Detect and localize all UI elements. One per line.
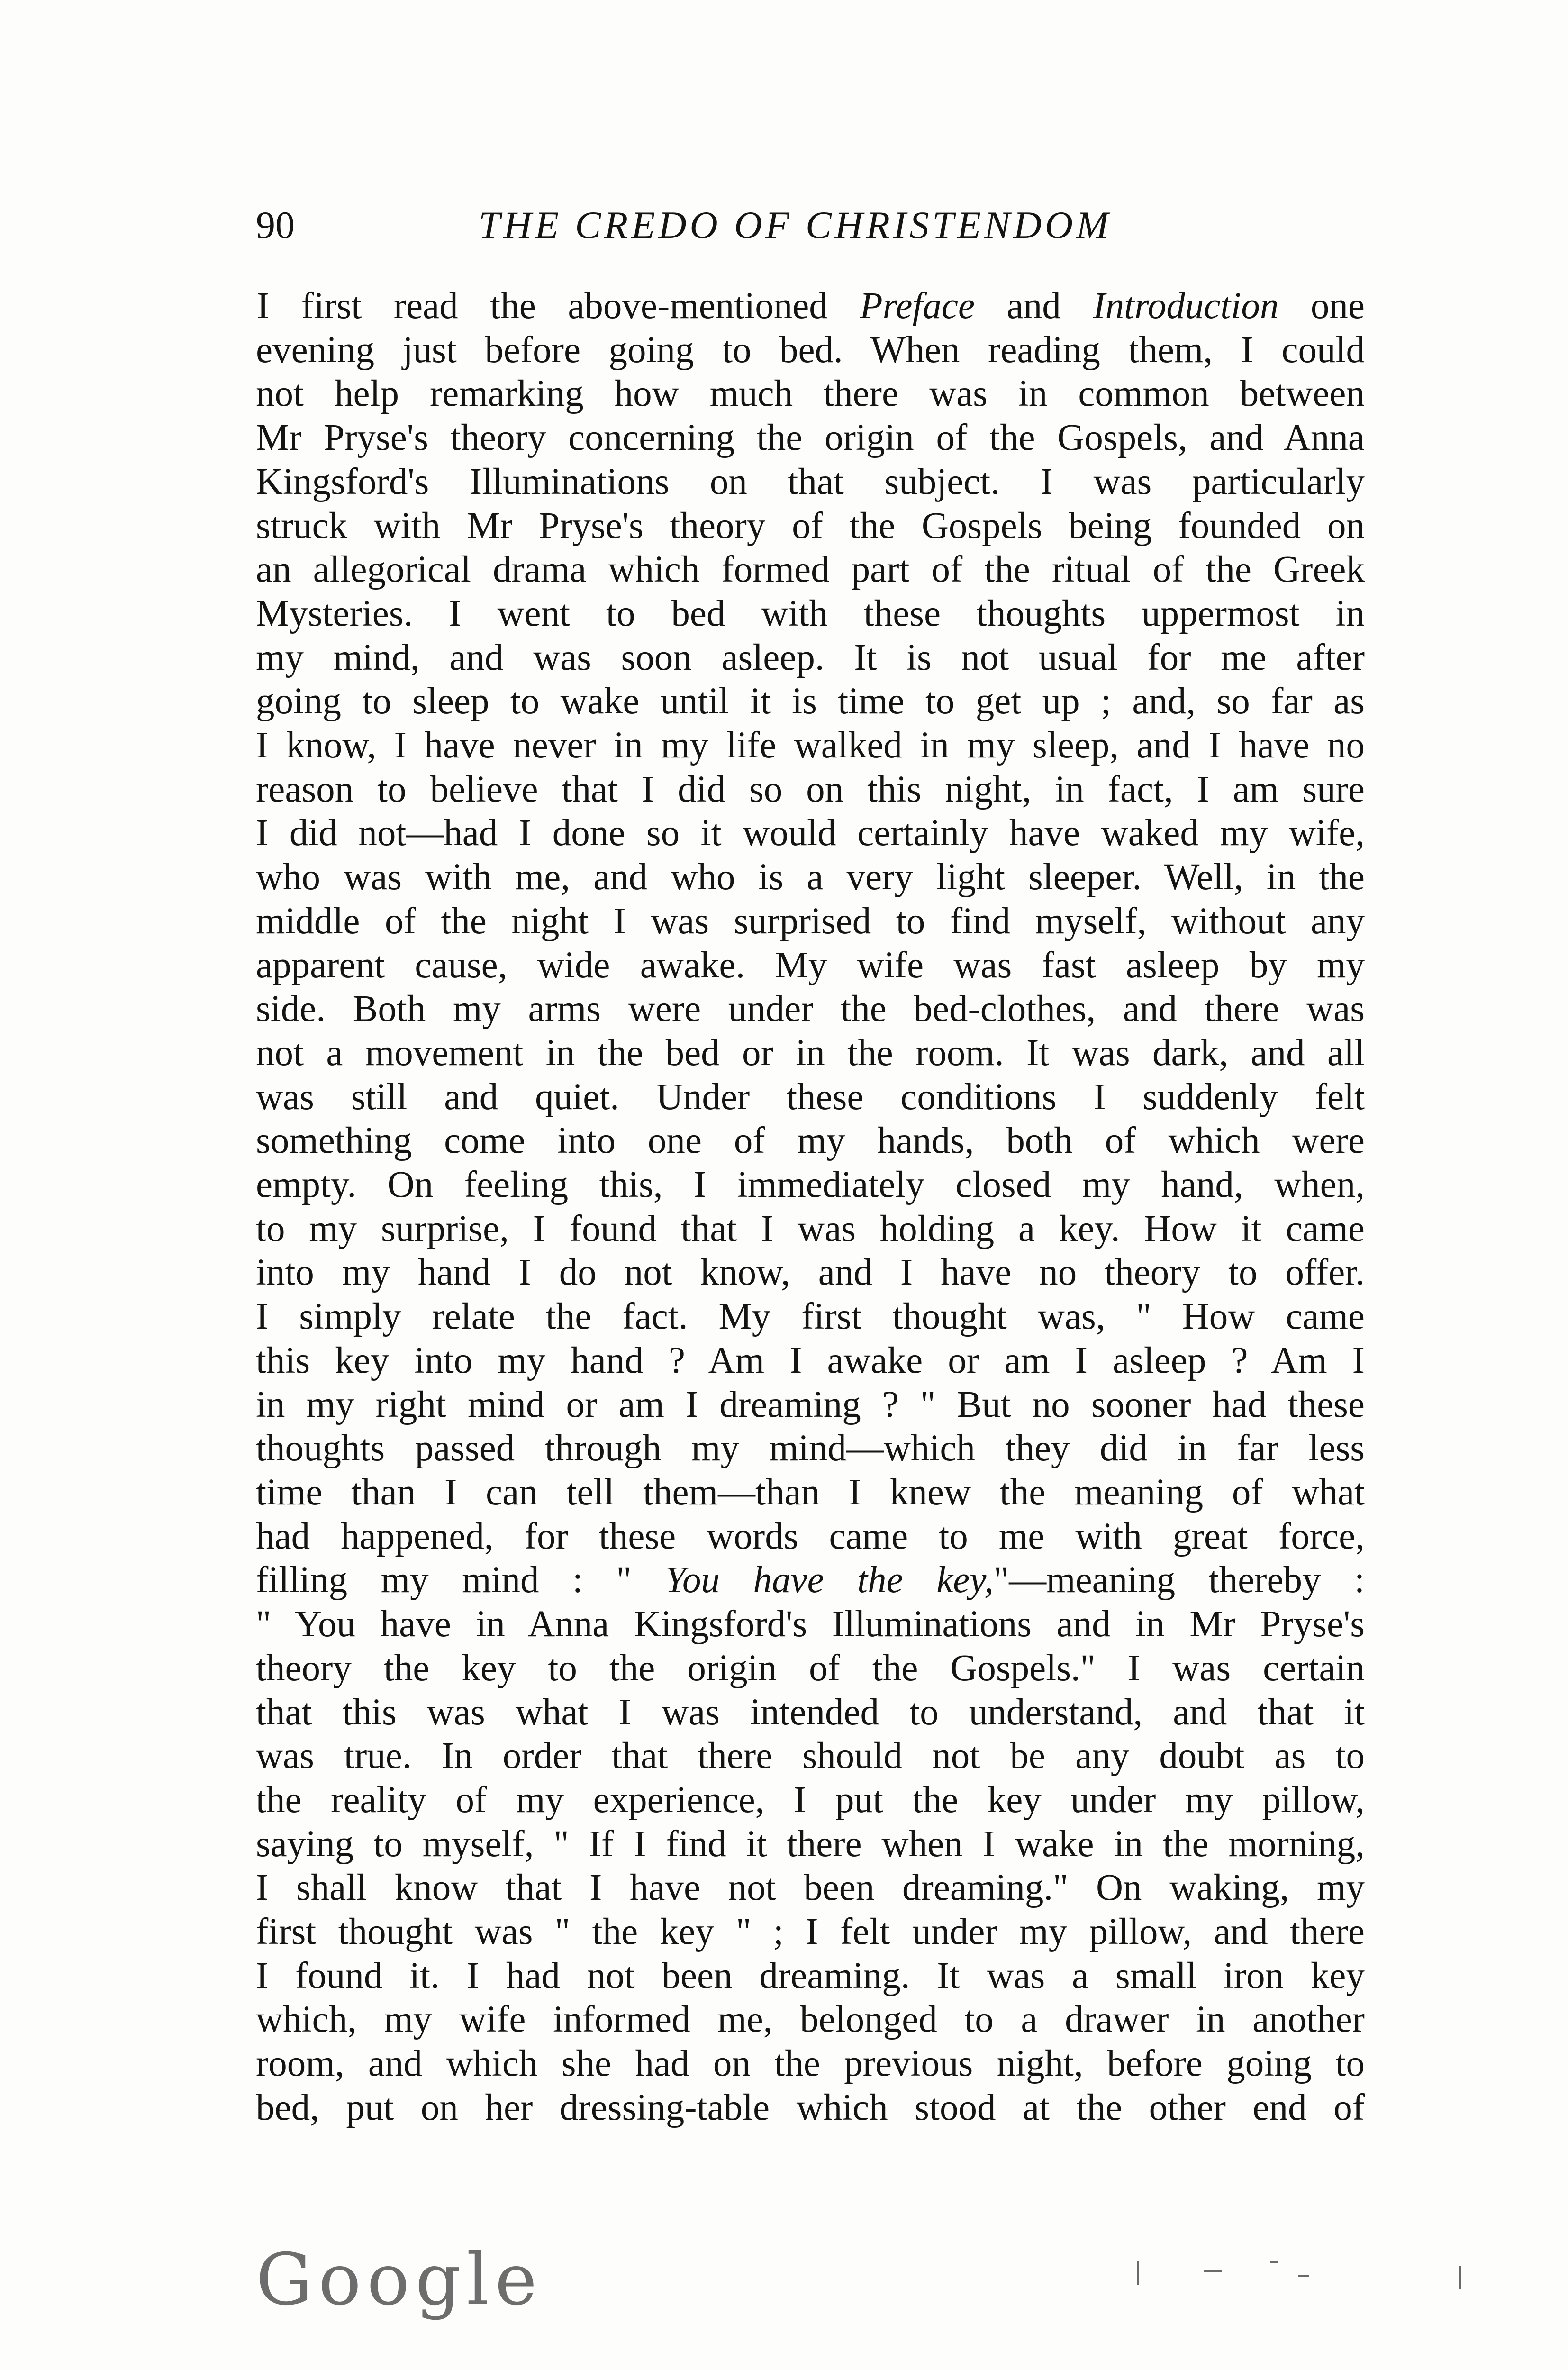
- text-line: Mr Pryse's theory concerning the origin of the Gospels, and Anna: [256, 417, 1365, 459]
- text-line: evening just before going to bed. When reading them, I could: [256, 329, 1365, 371]
- text-line: was still and quiet. Under these conditions I suddenly felt: [256, 1076, 1365, 1118]
- google-watermark: Google: [256, 2239, 543, 2321]
- text-line: going to sleep to wake until it is time to get up ; and, so far as: [256, 681, 1365, 722]
- text-line: reason to believe that I did so on this night, in fact, I am sure: [256, 768, 1365, 810]
- text-line: I simply relate the fact. My first thought was, " How came: [256, 1296, 1365, 1338]
- text-line: theory the key to the origin of the Gospels." I was certain: [256, 1647, 1365, 1689]
- text-line: saying to myself, " If I find it there when I wake in the morning,: [256, 1823, 1365, 1865]
- text-line: I know, I have never in my life walked in my sleep, and I have no: [256, 725, 1365, 766]
- body-paragraph: [256, 284, 1365, 2130]
- text-line: I did not—had I done so it would certainly have waked my wife,: [256, 812, 1365, 854]
- text-line: in my right mind or am I dreaming ? " But no sooner had these: [256, 1384, 1365, 1425]
- text-line: to my surprise, I found that I was holding a key. How it came: [256, 1208, 1365, 1249]
- text-line: thoughts passed through my mind—which they did in far less: [256, 1428, 1365, 1469]
- text-line: my mind, and was soon asleep. It is not usual for me after: [256, 637, 1365, 678]
- text-line: time than I can tell them—than I knew the meaning of what: [256, 1471, 1365, 1513]
- text-line: into my hand I do not know, and I have no theory to offer.: [256, 1252, 1365, 1294]
- text-line: was true. In order that there should not be any doubt as to: [256, 1735, 1365, 1777]
- text-line: had happened, for these words came to me with great force,: [256, 1515, 1365, 1557]
- scan-mark: [1204, 2270, 1222, 2272]
- text-line: I first read the above-mentioned Preface and Introduction one: [257, 285, 1365, 327]
- text-line: middle of the night I was surprised to find myself, without any: [256, 900, 1365, 942]
- scan-mark: [1270, 2261, 1278, 2263]
- text-line: that this was what I was intended to understand, and that it: [256, 1691, 1365, 1733]
- text-line: side. Both my arms were under the bed-clothes, and there was: [256, 988, 1365, 1030]
- text-line: not a movement in the bed or in the room. It was dark, and all: [256, 1032, 1365, 1074]
- scan-mark: [1137, 2261, 1139, 2285]
- text-line: the reality of my experience, I put the key under my pillow,: [256, 1779, 1365, 1821]
- text-line: empty. On feeling this, I immediately closed my hand, when,: [256, 1164, 1365, 1206]
- text-line: who was with me, and who is a very light sleeper. Well, in the: [256, 857, 1365, 898]
- scan-mark: [1459, 2266, 1461, 2289]
- text-line: bed, put on her dressing-table which stood at the other end of: [256, 2087, 1365, 2128]
- text-line: I shall know that I have not been dreaming." On waking, my: [256, 1867, 1365, 1909]
- text-line: an allegorical drama which formed part of the ritual of the Greek: [256, 549, 1365, 591]
- text-line: Mysteries. I went to bed with these thoughts uppermost in: [256, 592, 1365, 634]
- running-head: [256, 199, 1365, 251]
- running-title: THE CREDO OF CHRISTENDOM: [479, 203, 1112, 246]
- text-line: struck with Mr Pryse's theory of the Gospels being founded on: [256, 505, 1365, 547]
- text-line: apparent cause, wide awake. My wife was fast asleep by my: [256, 944, 1365, 986]
- text-line: this key into my hand ? Am I awake or am I asleep ? Am I: [256, 1340, 1365, 1381]
- scan-footer: [0, 2228, 1568, 2342]
- text-line: first thought was " the key " ; I felt under my pillow, and there: [256, 1911, 1365, 1953]
- text-line: I found it. I had not been dreaming. It was a small iron key: [256, 1955, 1365, 1996]
- text-line: not help remarking how much there was in common between: [256, 373, 1365, 415]
- scan-mark: [1298, 2275, 1309, 2277]
- text-line: filling my mind : " You have the key,"—meaning thereby :: [256, 1559, 1365, 1601]
- text-line: " You have in Anna Kingsford's Illuminations and in Mr Pryse's: [256, 1604, 1365, 1645]
- page-number: 90: [256, 203, 295, 246]
- text-line: room, and which she had on the previous night, before going to: [256, 2043, 1365, 2085]
- text-line: which, my wife informed me, belonged to a drawer in another: [256, 1999, 1365, 2041]
- text-line: something come into one of my hands, both of which were: [256, 1120, 1365, 1162]
- text-line: Kingsford's Illuminations on that subject. I was particularly: [256, 461, 1365, 502]
